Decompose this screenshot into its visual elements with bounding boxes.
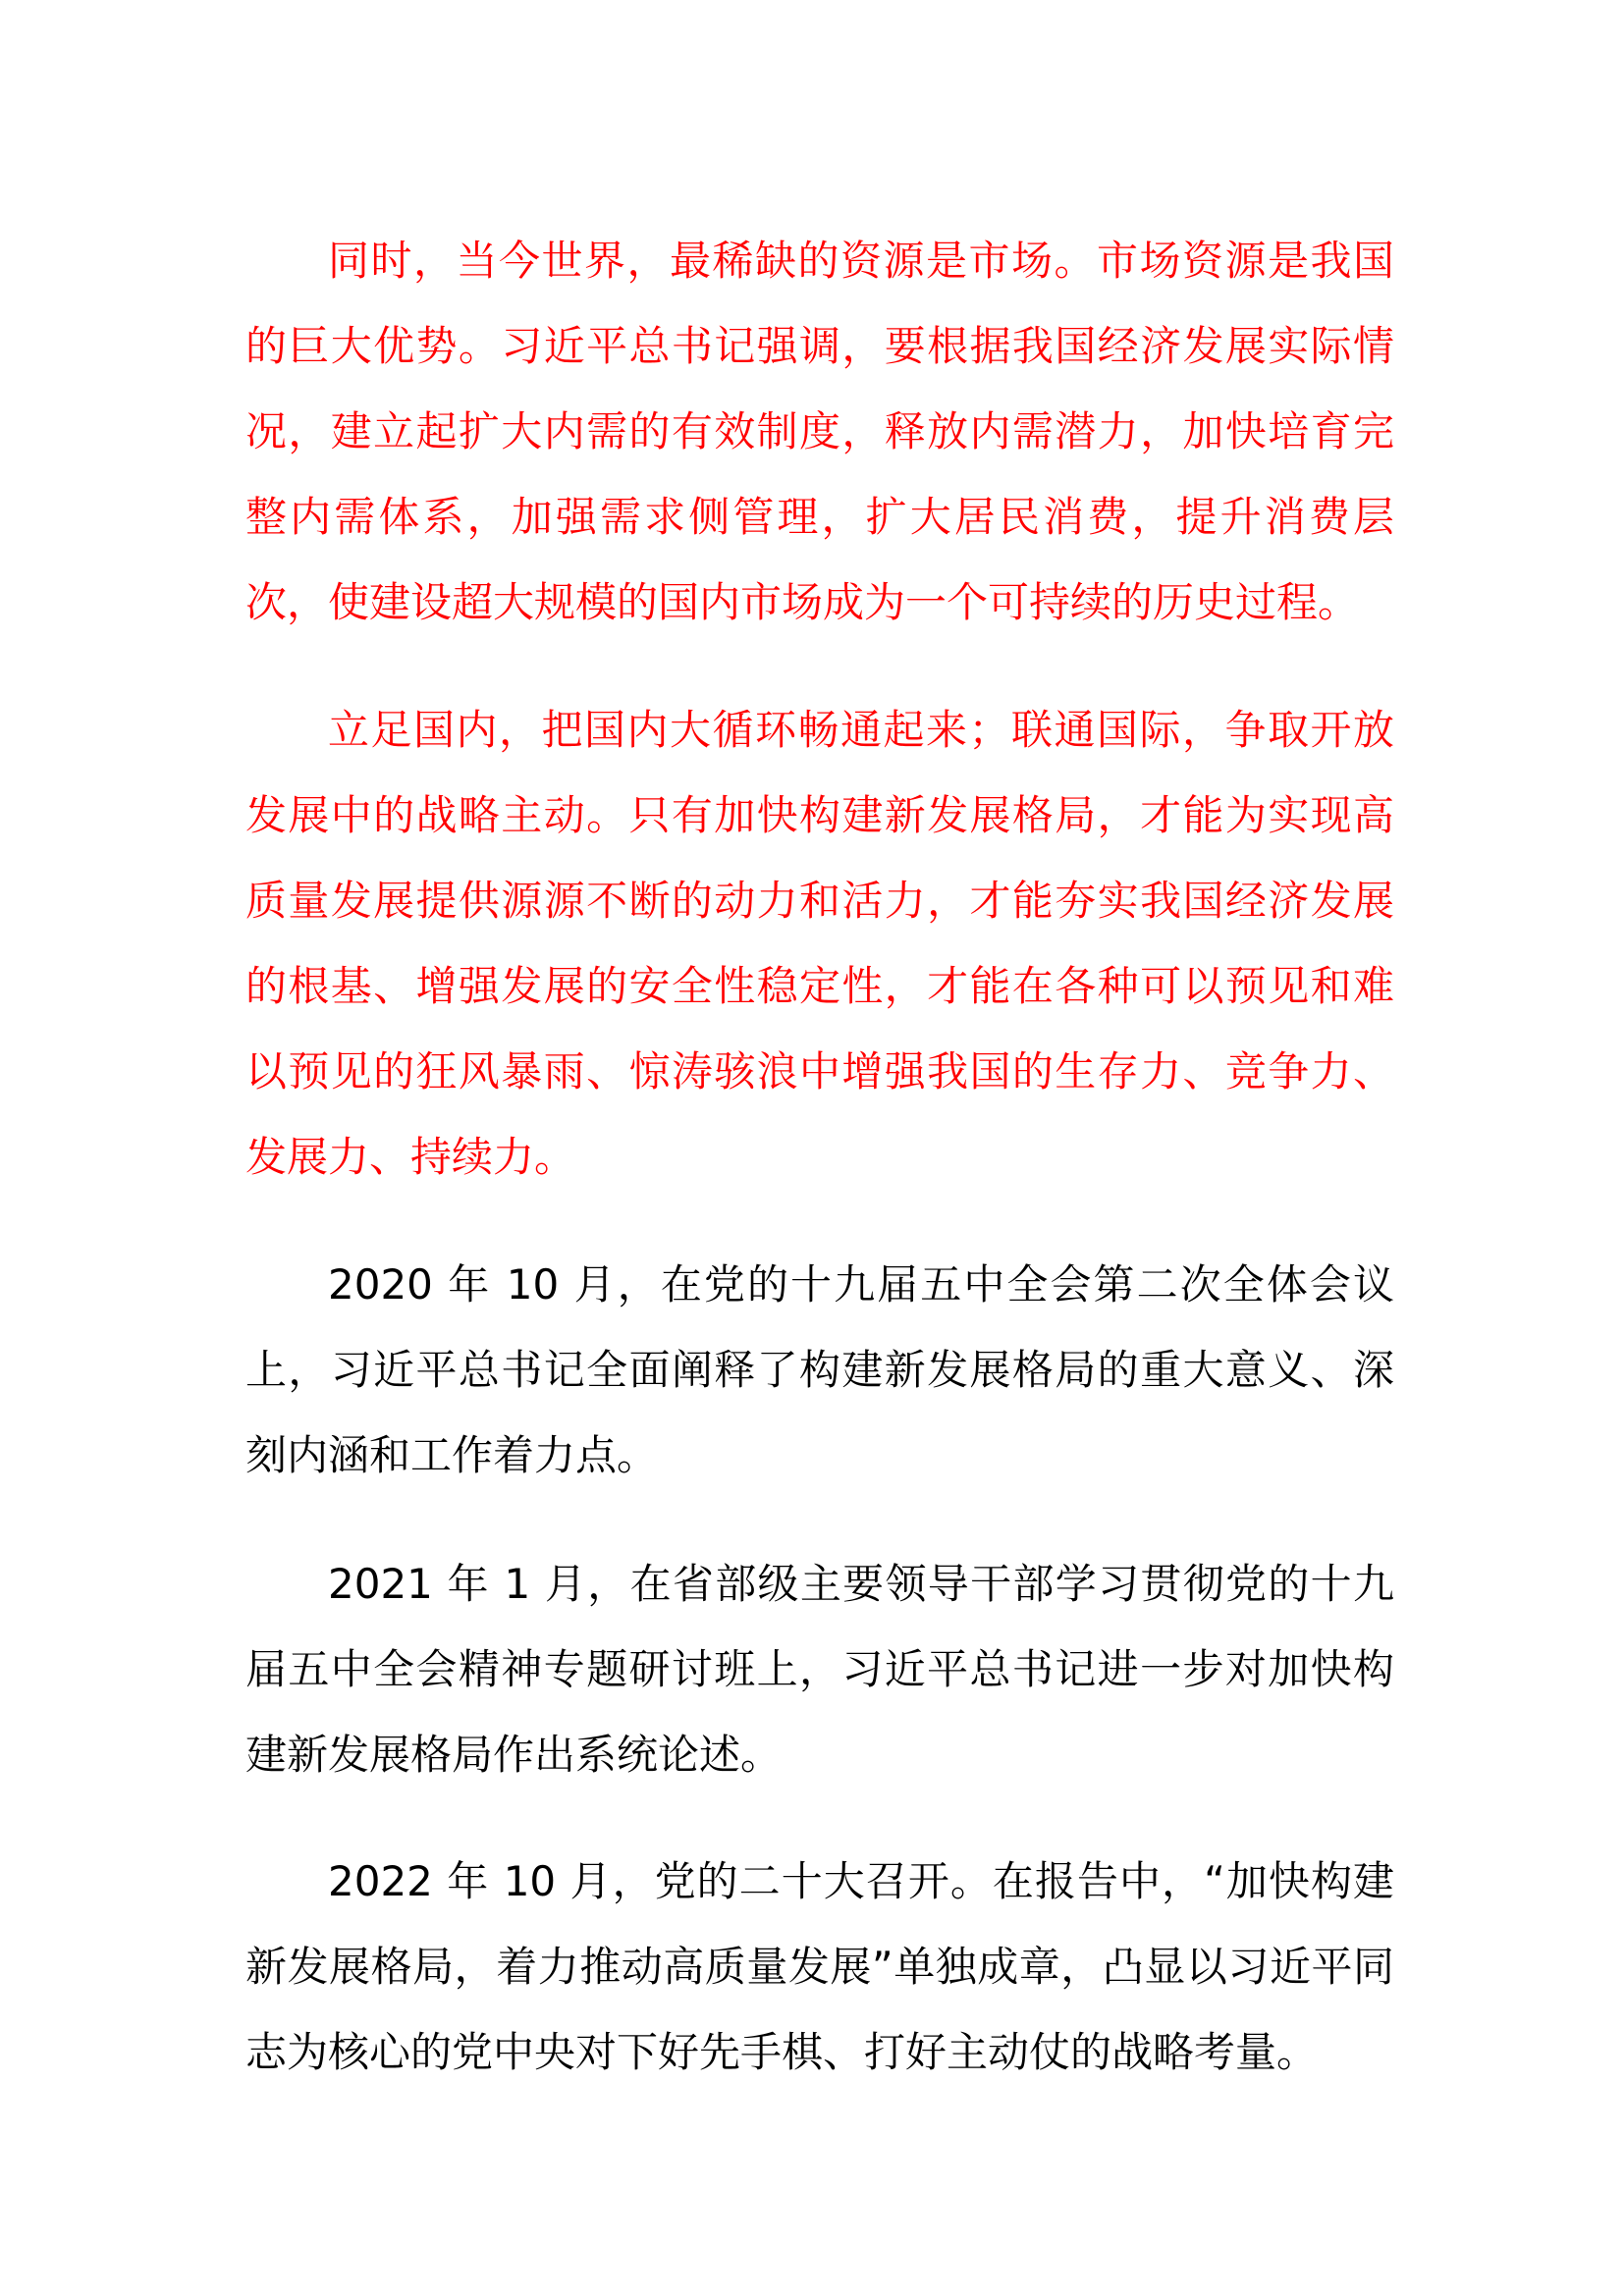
paragraph-domestic-market: 同时，当今世界，最稀缺的资源是市场。市场资源是我国的巨大优势。习近平总书记强调，要根据我国经济发展实际情况，建立起扩大内需的有效制度，释放内需潜力，加快培育完整内需体系，加强需求侧管理，扩大居民消费，提升消费层次，使建设超大规模的国内市场成为一个可持续的历史过程。: [245, 237, 1394, 626]
paragraph-2020-plenary: 2020 年 10 月，在党的十九届五中全会第二次全体会议上，习近平总书记全面阐释了构建新发展格局的重大意义、深刻内涵和工作着力点。: [245, 1260, 1394, 1479]
paragraph-2021-seminar: 2021 年 1 月，在省部级主要领导干部学习贯彻党的十九届五中全会精神专题研讨班上，习近平总书记进一步对加快构建新发展格局作出系统论述。: [245, 1560, 1394, 1779]
paragraph-2022-congress: 2022 年 10 月，党的二十大召开。在报告中，“加快构建新发展格局，着力推动高质量发展”单独成章，凸显以习近平同志为核心的党中央对下好先手棋、打好主动仗的战略考量。: [245, 1857, 1394, 2076]
paragraph-domestic-circulation: 立足国内，把国内大循环畅通起来；联通国际，争取开放发展中的战略主动。只有加快构建新发展格局，才能为实现高质量发展提供源源不断的动力和活力，才能夯实我国经济发展的根基、增强发展的安全性稳定性，才能在各种可以预见和难以预见的狂风暴雨、惊涛骇浪中增强我国的生存力、竞争力、发展力、持续力。: [245, 706, 1394, 1181]
